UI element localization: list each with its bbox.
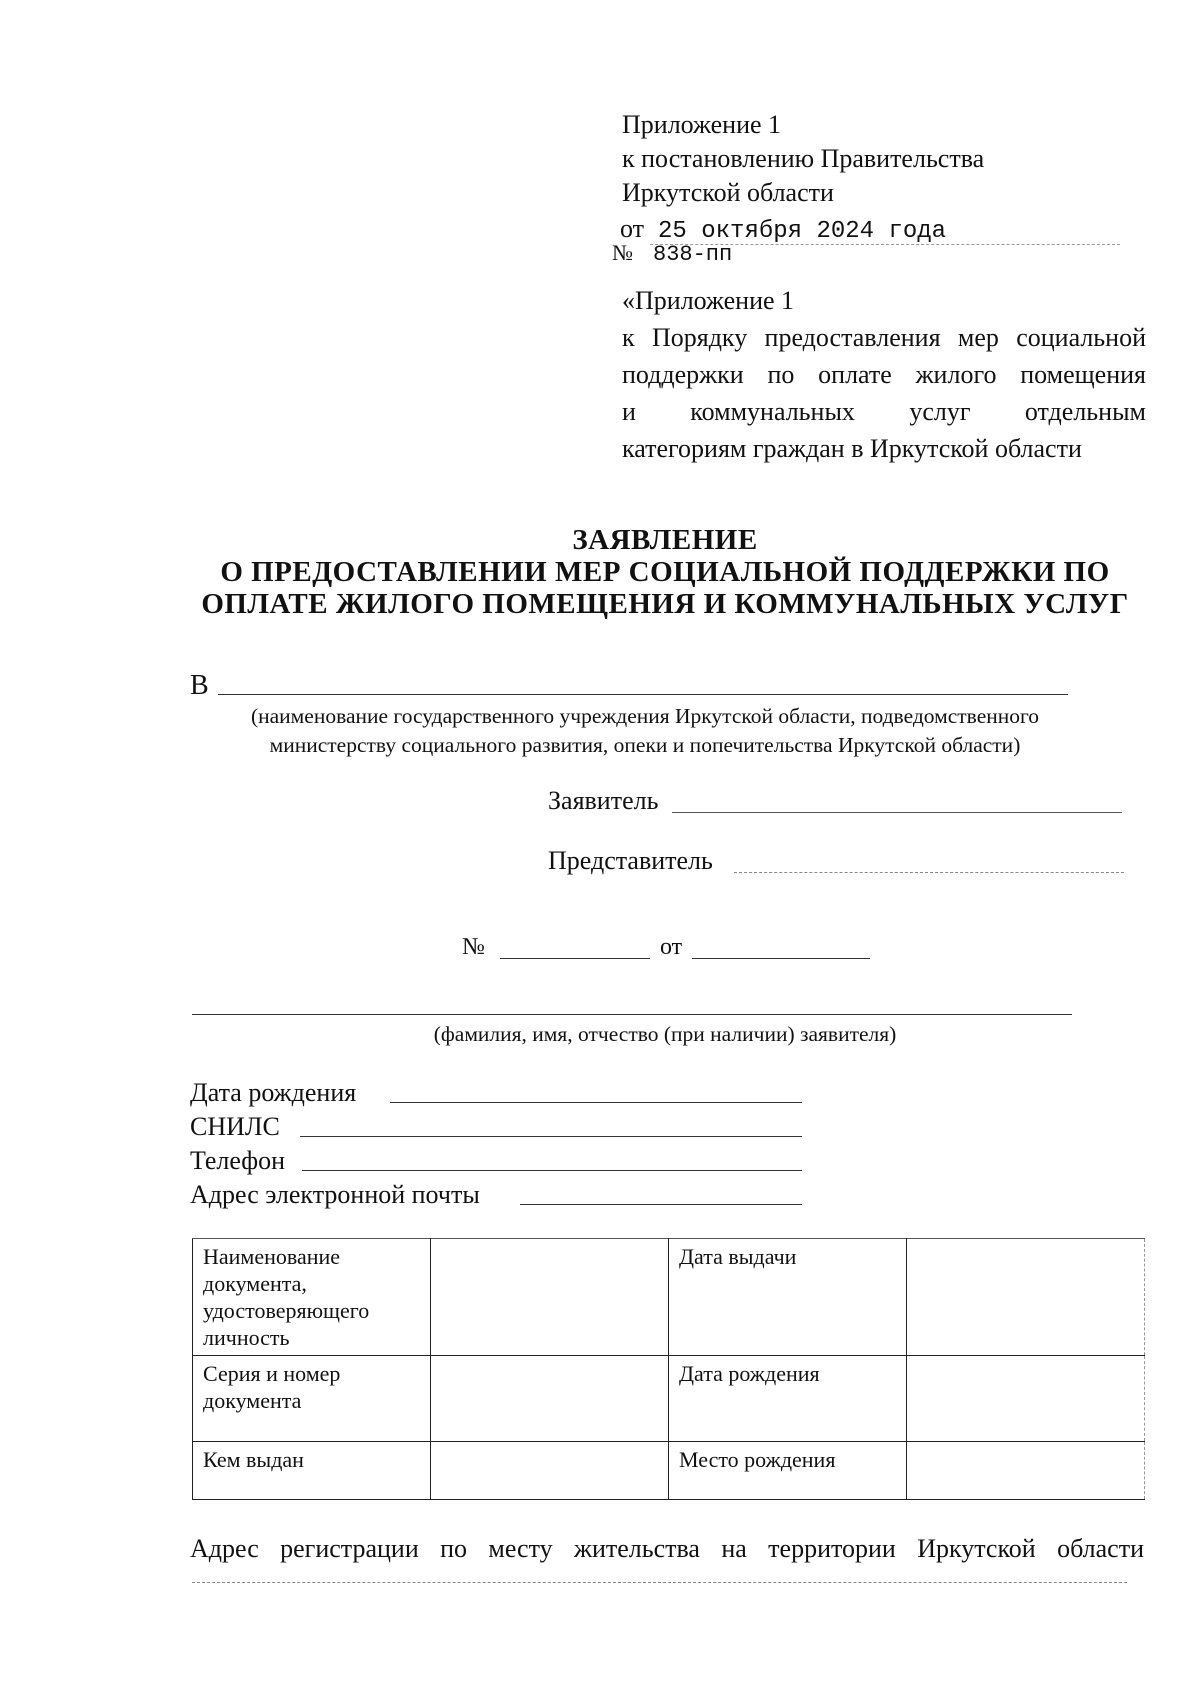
applicant-input-line[interactable] — [672, 812, 1122, 813]
table-label-cell: Кем выдан — [193, 1442, 431, 1500]
address-label: Адрес регистрации по месту жительства на территории Иркутской области — [190, 1534, 1144, 1563]
order-line: к Порядку предоставления мер социальной — [622, 323, 1146, 352]
fio-note: (фамилия, имя, отчество (при наличии) заявителя) — [433, 1022, 897, 1046]
registration-date-line[interactable] — [692, 958, 870, 959]
birth-date-line[interactable] — [390, 1102, 802, 1103]
table-value-cell[interactable] — [431, 1239, 669, 1356]
table-value-cell[interactable] — [907, 1442, 1145, 1500]
phone-label: Телефон — [190, 1146, 286, 1175]
decree-number-value: 838-пп — [653, 242, 733, 267]
recipient-input-line[interactable] — [218, 694, 1068, 695]
document-title — [150, 524, 1180, 620]
title-line: О ПРЕДОСТАВЛЕНИИ МЕР СОЦИАЛЬНОЙ ПОДДЕРЖКИ ПО — [220, 556, 1110, 588]
order-line: «Приложение 1 — [622, 286, 795, 315]
phone-line[interactable] — [302, 1170, 802, 1171]
attachment-line: Иркутской области — [622, 178, 834, 207]
birth-date-label: Дата рождения — [190, 1078, 357, 1107]
registration-number-label: № — [462, 934, 485, 960]
table-value-cell[interactable] — [431, 1442, 669, 1500]
order-line: и коммунальных услуг отдельным — [622, 397, 1146, 426]
table-row — [193, 1356, 1145, 1442]
email-label: Адрес электронной почты — [190, 1180, 480, 1209]
table-value-cell[interactable] — [907, 1239, 1145, 1356]
table-label-cell: Наименование документа, удостоверяющего личность — [193, 1239, 431, 1356]
applicant-label: Заявитель — [548, 786, 659, 815]
recipient-note-line: (наименование государственного учреждения Иркутской области, подведомственного — [250, 704, 1040, 728]
email-line[interactable] — [520, 1204, 802, 1205]
representative-label: Представитель — [548, 846, 713, 875]
snils-label: СНИЛС — [190, 1112, 280, 1141]
snils-line[interactable] — [300, 1136, 802, 1137]
decree-date-prefix: от — [620, 214, 645, 243]
title-line: ОПЛАТЕ ЖИЛОГО ПОМЕЩЕНИЯ И КОММУНАЛЬНЫХ УСЛУГ — [201, 588, 1129, 620]
decree-number-prefix: № — [612, 240, 633, 265]
decree-date-value: 25 октября 2024 года — [658, 218, 947, 245]
attachment-line: к постановлению Правительства — [622, 144, 985, 173]
registration-date-label: от — [660, 934, 683, 960]
table-label-cell: Дата рождения — [669, 1356, 907, 1442]
attachment-line: Приложение 1 — [622, 110, 782, 139]
recipient-note — [190, 702, 1100, 760]
address-input-line[interactable] — [192, 1582, 1127, 1583]
registration-number-line[interactable] — [500, 958, 650, 959]
attachment-header — [622, 108, 984, 210]
table-value-cell[interactable] — [431, 1356, 669, 1442]
decree-number-row — [612, 240, 732, 268]
table-label-cell: Дата выдачи — [669, 1239, 907, 1356]
fio-input-line[interactable] — [192, 1014, 1072, 1015]
order-line: поддержки по оплате жилого помещения — [622, 360, 1146, 389]
representative-input-line[interactable] — [734, 872, 1124, 873]
table-label-cell: Место рождения — [669, 1442, 907, 1500]
title-line: ЗАЯВЛЕНИЕ — [572, 524, 758, 556]
table-label-cell: Серия и номер документа — [193, 1356, 431, 1442]
table-value-cell[interactable] — [907, 1356, 1145, 1442]
table-row — [193, 1442, 1145, 1500]
recipient-prefix: В — [190, 670, 209, 701]
identity-document-table — [192, 1238, 1145, 1500]
recipient-note-line: министерству социального развития, опеки и попечительства Иркутской области) — [269, 733, 1021, 757]
attachment-order — [622, 282, 1146, 467]
order-line: категориям граждан в Иркутской области — [622, 434, 1082, 463]
table-row — [193, 1239, 1145, 1356]
